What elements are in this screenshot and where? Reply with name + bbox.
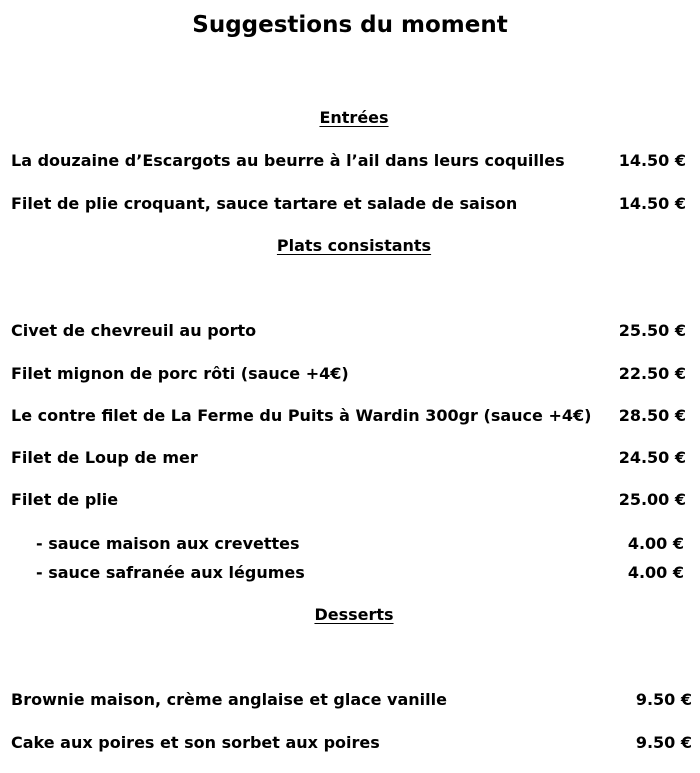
menu-item-price: 9.50 € [635, 690, 692, 709]
sauce-option-name: - sauce maison aux crevettes [36, 534, 300, 553]
menu-item-price: 24.50 € [618, 448, 686, 467]
menu-item-price: 25.50 € [618, 321, 686, 340]
menu-item-name: Cake aux poires et son sorbet aux poires [11, 733, 380, 752]
sauce-option-price: 4.00 € [627, 563, 684, 582]
menu-item-name: Filet de plie [11, 490, 119, 509]
section-heading-plats: Plats consistants [276, 236, 432, 255]
menu-item-price: 14.50 € [618, 151, 686, 170]
menu-item-name: Filet de Loup de mer [11, 448, 198, 467]
menu-item-price: 9.50 € [635, 733, 692, 752]
menu-item-price: 25.00 € [618, 490, 686, 509]
section-heading-desserts: Desserts [314, 605, 394, 624]
menu-item-name: La douzaine d’Escargots au beurre à l’ail dans leurs coquilles [11, 151, 565, 170]
sauce-option-name: - sauce safranée aux légumes [36, 563, 305, 582]
menu-item-name: Filet de plie croquant, sauce tartare et salade de saison [11, 194, 518, 213]
menu-item-name: Brownie maison, crème anglaise et glace vanille [11, 690, 447, 709]
section-heading-entrees: Entrées [319, 108, 389, 127]
sauce-option-price: 4.00 € [627, 534, 684, 553]
menu-item-name: Le contre filet de La Ferme du Puits à Wardin 300gr (sauce +4€) [11, 406, 592, 425]
menu-item-name: Civet de chevreuil au porto [11, 321, 257, 340]
menu-item-price: 14.50 € [618, 194, 686, 213]
page-title: Suggestions du moment [192, 12, 508, 38]
menu-item-price: 28.50 € [618, 406, 686, 425]
menu-item-price: 22.50 € [618, 364, 686, 383]
menu-item-name: Filet mignon de porc rôti (sauce +4€) [11, 364, 349, 383]
